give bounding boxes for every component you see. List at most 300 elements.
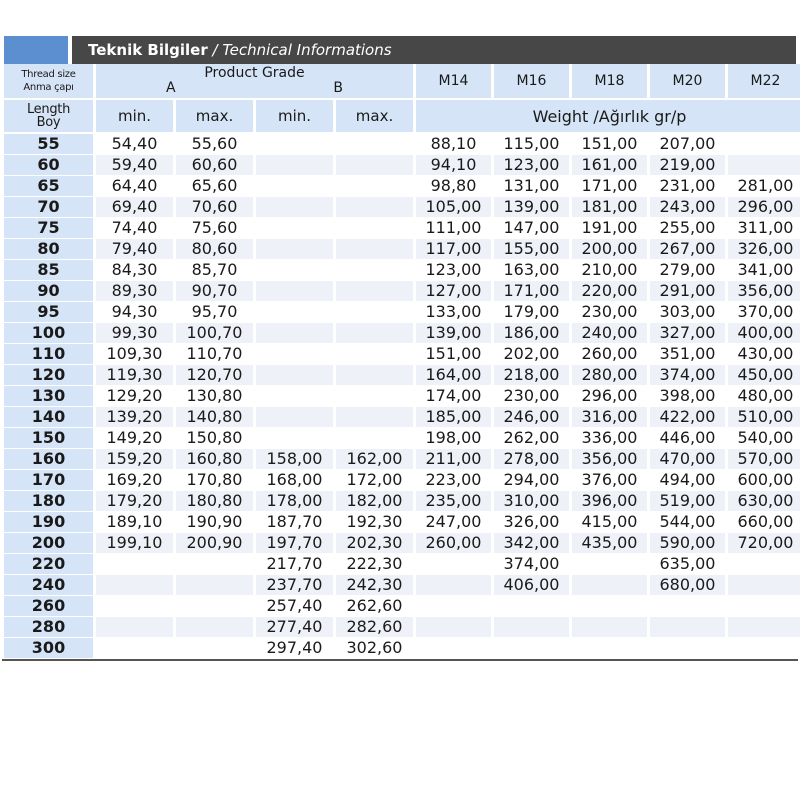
weight-m16-cell: 179,00 bbox=[494, 302, 569, 323]
table-row bbox=[4, 596, 800, 617]
grade-a-max-cell bbox=[176, 596, 253, 617]
weight-m18-cell: 240,00 bbox=[572, 323, 647, 344]
weight-m18-cell bbox=[572, 617, 647, 638]
weight-m16-cell: 139,00 bbox=[494, 197, 569, 218]
weight-m16-cell: 147,00 bbox=[494, 218, 569, 239]
table-row bbox=[4, 302, 800, 323]
anma-capi-label: Anma çapı bbox=[23, 82, 74, 93]
weight-m14-cell: 123,00 bbox=[416, 260, 491, 281]
weight-m16-cell: 115,00 bbox=[494, 134, 569, 155]
weight-m16-cell: 310,00 bbox=[494, 491, 569, 512]
weight-m14-cell bbox=[416, 554, 491, 575]
weight-header: Weight /Ağırlık gr/p bbox=[416, 100, 800, 134]
grade-b-min-cell bbox=[256, 281, 333, 302]
weight-m20-cell: 303,00 bbox=[650, 302, 725, 323]
grade-b-min-header: min. bbox=[256, 100, 333, 134]
grade-a-min-cell: 79,40 bbox=[96, 239, 173, 260]
table-row bbox=[4, 617, 800, 638]
weight-m22-cell: 630,00 bbox=[728, 491, 800, 512]
grade-b-max-cell bbox=[336, 344, 413, 365]
grade-a-max-cell: 100,70 bbox=[176, 323, 253, 344]
table-row bbox=[4, 239, 800, 260]
grade-a-max-cell: 60,60 bbox=[176, 155, 253, 176]
grade-a-min-cell bbox=[96, 617, 173, 638]
grade-b-max-cell: 182,00 bbox=[336, 491, 413, 512]
grade-b-min-cell bbox=[256, 155, 333, 176]
grade-a-min-cell: 189,10 bbox=[96, 512, 173, 533]
weight-m14-cell: 117,00 bbox=[416, 239, 491, 260]
weight-m16-cell: 374,00 bbox=[494, 554, 569, 575]
grade-b-max-header: max. bbox=[336, 100, 413, 134]
grade-b-min-cell: 217,70 bbox=[256, 554, 333, 575]
weight-m14-cell: 151,00 bbox=[416, 344, 491, 365]
length-cell: 140 bbox=[4, 407, 93, 428]
weight-m22-cell: 480,00 bbox=[728, 386, 800, 407]
weight-m18-cell: 260,00 bbox=[572, 344, 647, 365]
weight-m14-cell bbox=[416, 617, 491, 638]
table-row bbox=[4, 386, 800, 407]
grade-b-label: B bbox=[333, 80, 343, 96]
grade-b-max-cell: 282,60 bbox=[336, 617, 413, 638]
thread-size-header bbox=[4, 64, 93, 100]
length-cell: 120 bbox=[4, 365, 93, 386]
grade-b-min-cell bbox=[256, 407, 333, 428]
weight-m20-cell: 219,00 bbox=[650, 155, 725, 176]
grade-b-min-cell: 297,40 bbox=[256, 638, 333, 659]
weight-m20-cell: 494,00 bbox=[650, 470, 725, 491]
weight-m16-cell bbox=[494, 617, 569, 638]
length-cell: 180 bbox=[4, 491, 93, 512]
table-row bbox=[4, 344, 800, 365]
weight-m20-cell: 398,00 bbox=[650, 386, 725, 407]
weight-m20-cell: 422,00 bbox=[650, 407, 725, 428]
grade-b-max-cell bbox=[336, 218, 413, 239]
weight-m14-cell: 223,00 bbox=[416, 470, 491, 491]
grade-a-max-cell bbox=[176, 575, 253, 596]
weight-m22-cell bbox=[728, 575, 800, 596]
grade-a-max-cell: 65,60 bbox=[176, 176, 253, 197]
weight-m22-cell: 326,00 bbox=[728, 239, 800, 260]
weight-m14-cell: 111,00 bbox=[416, 218, 491, 239]
weight-m16-cell: 163,00 bbox=[494, 260, 569, 281]
grade-a-max-cell bbox=[176, 638, 253, 659]
grade-b-max-cell: 202,30 bbox=[336, 533, 413, 554]
product-grade-header bbox=[96, 64, 413, 100]
weight-m16-cell: 186,00 bbox=[494, 323, 569, 344]
length-cell: 110 bbox=[4, 344, 93, 365]
length-cell: 190 bbox=[4, 512, 93, 533]
title-bar bbox=[4, 36, 796, 64]
grade-a-max-cell bbox=[176, 617, 253, 638]
weight-m16-cell: 326,00 bbox=[494, 512, 569, 533]
table-row bbox=[4, 491, 800, 512]
grade-a-min-cell: 129,20 bbox=[96, 386, 173, 407]
weight-m20-cell: 544,00 bbox=[650, 512, 725, 533]
weight-m16-cell bbox=[494, 596, 569, 617]
length-cell: 160 bbox=[4, 449, 93, 470]
weight-m20-cell: 590,00 bbox=[650, 533, 725, 554]
grade-b-max-cell bbox=[336, 134, 413, 155]
grade-b-min-cell: 197,70 bbox=[256, 533, 333, 554]
grade-b-min-cell bbox=[256, 218, 333, 239]
grade-a-min-cell: 109,30 bbox=[96, 344, 173, 365]
weight-m18-cell: 220,00 bbox=[572, 281, 647, 302]
weight-m20-cell: 446,00 bbox=[650, 428, 725, 449]
weight-m22-cell: 356,00 bbox=[728, 281, 800, 302]
weight-m20-cell: 374,00 bbox=[650, 365, 725, 386]
weight-m22-cell: 400,00 bbox=[728, 323, 800, 344]
grade-b-max-cell bbox=[336, 323, 413, 344]
weight-m20-cell: 680,00 bbox=[650, 575, 725, 596]
grade-a-min-cell: 69,40 bbox=[96, 197, 173, 218]
weight-m16-cell: 294,00 bbox=[494, 470, 569, 491]
table-row bbox=[4, 449, 800, 470]
weight-m14-cell: 105,00 bbox=[416, 197, 491, 218]
length-label: Length bbox=[26, 102, 71, 117]
product-grade-label: Product Grade bbox=[204, 65, 305, 81]
grade-a-max-cell: 130,80 bbox=[176, 386, 253, 407]
length-cell: 150 bbox=[4, 428, 93, 449]
weight-m14-cell: 98,80 bbox=[416, 176, 491, 197]
weight-m20-cell: 279,00 bbox=[650, 260, 725, 281]
grade-a-min-cell: 84,30 bbox=[96, 260, 173, 281]
grade-b-min-cell bbox=[256, 344, 333, 365]
weight-m22-cell: 540,00 bbox=[728, 428, 800, 449]
table-row bbox=[4, 512, 800, 533]
length-cell: 170 bbox=[4, 470, 93, 491]
grade-a-min-cell bbox=[96, 638, 173, 659]
grade-a-min-cell: 159,20 bbox=[96, 449, 173, 470]
weight-m18-cell: 316,00 bbox=[572, 407, 647, 428]
grade-b-max-cell: 162,00 bbox=[336, 449, 413, 470]
grade-b-min-cell bbox=[256, 365, 333, 386]
weight-m20-cell: 267,00 bbox=[650, 239, 725, 260]
grade-b-max-cell bbox=[336, 302, 413, 323]
length-cell: 90 bbox=[4, 281, 93, 302]
weight-m16-cell: 246,00 bbox=[494, 407, 569, 428]
length-cell: 130 bbox=[4, 386, 93, 407]
grade-a-min-cell: 179,20 bbox=[96, 491, 173, 512]
weight-m14-cell: 127,00 bbox=[416, 281, 491, 302]
weight-m18-cell: 296,00 bbox=[572, 386, 647, 407]
grade-b-max-cell: 192,30 bbox=[336, 512, 413, 533]
grade-a-min-cell bbox=[96, 575, 173, 596]
grade-b-max-cell bbox=[336, 155, 413, 176]
grade-a-min-cell: 199,10 bbox=[96, 533, 173, 554]
header-row-minmax bbox=[4, 100, 800, 134]
weight-m16-cell: 230,00 bbox=[494, 386, 569, 407]
grade-a-min-cell: 94,30 bbox=[96, 302, 173, 323]
weight-m14-cell: 211,00 bbox=[416, 449, 491, 470]
table-row bbox=[4, 218, 800, 239]
length-cell: 75 bbox=[4, 218, 93, 239]
weight-m16-cell: 262,00 bbox=[494, 428, 569, 449]
grade-b-max-cell bbox=[336, 428, 413, 449]
grade-a-min-cell: 59,40 bbox=[96, 155, 173, 176]
grade-a-max-cell: 85,70 bbox=[176, 260, 253, 281]
length-cell: 240 bbox=[4, 575, 93, 596]
grade-a-min-header: min. bbox=[96, 100, 173, 134]
table-row bbox=[4, 260, 800, 281]
weight-m16-cell: 278,00 bbox=[494, 449, 569, 470]
grade-b-max-cell bbox=[336, 239, 413, 260]
grade-b-max-cell bbox=[336, 260, 413, 281]
grade-a-min-cell bbox=[96, 554, 173, 575]
grade-b-min-cell: 237,70 bbox=[256, 575, 333, 596]
grade-b-max-cell bbox=[336, 197, 413, 218]
weight-m18-cell: 171,00 bbox=[572, 176, 647, 197]
boy-label: Boy bbox=[36, 115, 61, 130]
length-header bbox=[4, 100, 93, 134]
weight-m14-cell: 174,00 bbox=[416, 386, 491, 407]
table-row bbox=[4, 575, 800, 596]
grade-a-max-cell: 55,60 bbox=[176, 134, 253, 155]
weight-m14-cell: 247,00 bbox=[416, 512, 491, 533]
grade-b-min-cell: 277,40 bbox=[256, 617, 333, 638]
grade-a-max-cell: 200,90 bbox=[176, 533, 253, 554]
grade-a-max-cell: 140,80 bbox=[176, 407, 253, 428]
weight-m22-cell: 600,00 bbox=[728, 470, 800, 491]
weight-m14-cell: 185,00 bbox=[416, 407, 491, 428]
weight-m20-cell: 635,00 bbox=[650, 554, 725, 575]
grade-b-min-cell bbox=[256, 239, 333, 260]
grade-a-max-cell: 90,70 bbox=[176, 281, 253, 302]
weight-m14-cell: 164,00 bbox=[416, 365, 491, 386]
weight-m22-cell: 370,00 bbox=[728, 302, 800, 323]
length-cell: 65 bbox=[4, 176, 93, 197]
weight-m18-cell: 210,00 bbox=[572, 260, 647, 281]
table-row bbox=[4, 638, 800, 659]
weight-m20-cell: 231,00 bbox=[650, 176, 725, 197]
weight-m18-cell bbox=[572, 638, 647, 659]
grade-b-min-cell bbox=[256, 386, 333, 407]
weight-m14-cell bbox=[416, 638, 491, 659]
table-row bbox=[4, 428, 800, 449]
weight-m20-cell: 207,00 bbox=[650, 134, 725, 155]
grade-a-max-cell: 150,80 bbox=[176, 428, 253, 449]
thread-size-label: Thread size bbox=[21, 69, 76, 80]
table-row bbox=[4, 365, 800, 386]
length-cell: 100 bbox=[4, 323, 93, 344]
weight-m20-cell: 519,00 bbox=[650, 491, 725, 512]
weight-m20-cell: 291,00 bbox=[650, 281, 725, 302]
weight-m22-cell: 311,00 bbox=[728, 218, 800, 239]
grade-a-label: A bbox=[166, 80, 176, 96]
weight-m22-cell bbox=[728, 596, 800, 617]
weight-m18-cell: 280,00 bbox=[572, 365, 647, 386]
weight-m18-cell: 191,00 bbox=[572, 218, 647, 239]
grade-a-min-cell: 74,40 bbox=[96, 218, 173, 239]
grade-a-max-cell: 70,60 bbox=[176, 197, 253, 218]
weight-m20-cell: 327,00 bbox=[650, 323, 725, 344]
weight-m22-cell: 720,00 bbox=[728, 533, 800, 554]
weight-m18-cell: 396,00 bbox=[572, 491, 647, 512]
weight-m16-cell: 171,00 bbox=[494, 281, 569, 302]
grade-a-min-cell: 119,30 bbox=[96, 365, 173, 386]
length-cell: 200 bbox=[4, 533, 93, 554]
weight-m14-cell bbox=[416, 596, 491, 617]
grade-a-min-cell bbox=[96, 596, 173, 617]
weight-m14-cell: 198,00 bbox=[416, 428, 491, 449]
weight-m14-cell: 94,10 bbox=[416, 155, 491, 176]
weight-m20-cell bbox=[650, 596, 725, 617]
grade-b-min-cell bbox=[256, 323, 333, 344]
weight-m14-cell: 88,10 bbox=[416, 134, 491, 155]
weight-m22-cell: 296,00 bbox=[728, 197, 800, 218]
thread-header-m16: M16 bbox=[494, 64, 569, 100]
table-row bbox=[4, 533, 800, 554]
weight-m18-cell bbox=[572, 575, 647, 596]
weight-m16-cell: 406,00 bbox=[494, 575, 569, 596]
grade-b-max-cell: 242,30 bbox=[336, 575, 413, 596]
grade-b-min-cell bbox=[256, 197, 333, 218]
table-row bbox=[4, 155, 800, 176]
weight-m16-cell: 155,00 bbox=[494, 239, 569, 260]
grade-a-min-cell: 139,20 bbox=[96, 407, 173, 428]
weight-m16-cell bbox=[494, 638, 569, 659]
grade-a-max-cell: 95,70 bbox=[176, 302, 253, 323]
thread-header-m20: M20 bbox=[650, 64, 725, 100]
weight-m16-cell: 131,00 bbox=[494, 176, 569, 197]
weight-m18-cell bbox=[572, 554, 647, 575]
table-row bbox=[4, 323, 800, 344]
weight-m18-cell: 230,00 bbox=[572, 302, 647, 323]
weight-m18-cell: 336,00 bbox=[572, 428, 647, 449]
weight-m18-cell: 181,00 bbox=[572, 197, 647, 218]
grade-b-min-cell bbox=[256, 176, 333, 197]
weight-m14-cell bbox=[416, 575, 491, 596]
weight-m22-cell: 430,00 bbox=[728, 344, 800, 365]
page-title bbox=[72, 36, 796, 64]
table-bottom-rule bbox=[2, 659, 798, 661]
weight-m20-cell: 243,00 bbox=[650, 197, 725, 218]
table-row bbox=[4, 470, 800, 491]
weight-m22-cell: 281,00 bbox=[728, 176, 800, 197]
weight-m22-cell: 660,00 bbox=[728, 512, 800, 533]
title-separator: / bbox=[207, 41, 223, 59]
grade-b-min-cell: 158,00 bbox=[256, 449, 333, 470]
weight-m18-cell: 376,00 bbox=[572, 470, 647, 491]
weight-m22-cell bbox=[728, 134, 800, 155]
weight-m22-cell: 341,00 bbox=[728, 260, 800, 281]
grade-b-max-cell: 262,60 bbox=[336, 596, 413, 617]
table-row bbox=[4, 197, 800, 218]
weight-m18-cell bbox=[572, 596, 647, 617]
table-row bbox=[4, 134, 800, 155]
table-row bbox=[4, 407, 800, 428]
grade-a-max-cell: 160,80 bbox=[176, 449, 253, 470]
weight-m18-cell: 161,00 bbox=[572, 155, 647, 176]
weight-m14-cell: 235,00 bbox=[416, 491, 491, 512]
length-cell: 55 bbox=[4, 134, 93, 155]
title-accent-block bbox=[4, 36, 68, 64]
thread-header-m22: M22 bbox=[728, 64, 800, 100]
weight-m18-cell: 435,00 bbox=[572, 533, 647, 554]
weight-m14-cell: 133,00 bbox=[416, 302, 491, 323]
weight-m22-cell bbox=[728, 554, 800, 575]
weight-m14-cell: 260,00 bbox=[416, 533, 491, 554]
weight-m22-cell bbox=[728, 155, 800, 176]
grade-b-max-cell bbox=[336, 386, 413, 407]
table-row bbox=[4, 554, 800, 575]
grade-b-max-cell bbox=[336, 407, 413, 428]
grade-a-max-cell: 190,90 bbox=[176, 512, 253, 533]
header-row-thread bbox=[4, 64, 800, 100]
length-cell: 95 bbox=[4, 302, 93, 323]
grade-a-min-cell: 64,40 bbox=[96, 176, 173, 197]
grade-a-min-cell: 89,30 bbox=[96, 281, 173, 302]
length-cell: 80 bbox=[4, 239, 93, 260]
table-row bbox=[4, 176, 800, 197]
grade-a-max-cell: 180,80 bbox=[176, 491, 253, 512]
length-cell: 85 bbox=[4, 260, 93, 281]
grade-b-min-cell bbox=[256, 428, 333, 449]
length-cell: 220 bbox=[4, 554, 93, 575]
weight-m18-cell: 200,00 bbox=[572, 239, 647, 260]
grade-a-max-cell: 170,80 bbox=[176, 470, 253, 491]
grade-a-max-cell: 120,70 bbox=[176, 365, 253, 386]
weight-m22-cell bbox=[728, 617, 800, 638]
weight-m22-cell: 510,00 bbox=[728, 407, 800, 428]
weight-m16-cell: 218,00 bbox=[494, 365, 569, 386]
title-turkish: Teknik Bilgiler bbox=[88, 41, 208, 59]
weight-m20-cell: 470,00 bbox=[650, 449, 725, 470]
length-cell: 260 bbox=[4, 596, 93, 617]
grade-b-min-cell: 168,00 bbox=[256, 470, 333, 491]
thread-header-m14: M14 bbox=[416, 64, 491, 100]
weight-m20-cell bbox=[650, 638, 725, 659]
title-english: Technical Informations bbox=[222, 41, 392, 59]
grade-b-min-cell: 257,40 bbox=[256, 596, 333, 617]
weight-m18-cell: 356,00 bbox=[572, 449, 647, 470]
grade-b-min-cell bbox=[256, 260, 333, 281]
weight-m14-cell: 139,00 bbox=[416, 323, 491, 344]
weight-m18-cell: 415,00 bbox=[572, 512, 647, 533]
grade-b-min-cell bbox=[256, 134, 333, 155]
grade-b-max-cell bbox=[336, 281, 413, 302]
grade-b-min-cell: 178,00 bbox=[256, 491, 333, 512]
grade-b-max-cell: 302,60 bbox=[336, 638, 413, 659]
grade-a-max-cell: 110,70 bbox=[176, 344, 253, 365]
weight-m20-cell: 351,00 bbox=[650, 344, 725, 365]
grade-b-min-cell bbox=[256, 302, 333, 323]
thread-header-m18: M18 bbox=[572, 64, 647, 100]
weight-m20-cell: 255,00 bbox=[650, 218, 725, 239]
grade-a-min-cell: 149,20 bbox=[96, 428, 173, 449]
weight-m22-cell: 570,00 bbox=[728, 449, 800, 470]
table-body bbox=[4, 134, 800, 659]
grade-a-max-cell: 80,60 bbox=[176, 239, 253, 260]
table-row bbox=[4, 281, 800, 302]
grade-a-min-cell: 54,40 bbox=[96, 134, 173, 155]
grade-a-max-cell: 75,60 bbox=[176, 218, 253, 239]
weight-m16-cell: 202,00 bbox=[494, 344, 569, 365]
weight-m16-cell: 123,00 bbox=[494, 155, 569, 176]
weight-m22-cell bbox=[728, 638, 800, 659]
weight-m18-cell: 151,00 bbox=[572, 134, 647, 155]
grade-b-max-cell: 172,00 bbox=[336, 470, 413, 491]
grade-b-max-cell bbox=[336, 176, 413, 197]
grade-a-max-header: max. bbox=[176, 100, 253, 134]
grade-a-max-cell bbox=[176, 554, 253, 575]
length-cell: 70 bbox=[4, 197, 93, 218]
grade-b-max-cell: 222,30 bbox=[336, 554, 413, 575]
grade-a-min-cell: 169,20 bbox=[96, 470, 173, 491]
technical-info-page bbox=[4, 36, 796, 661]
weight-m20-cell bbox=[650, 617, 725, 638]
grade-b-min-cell: 187,70 bbox=[256, 512, 333, 533]
length-cell: 280 bbox=[4, 617, 93, 638]
